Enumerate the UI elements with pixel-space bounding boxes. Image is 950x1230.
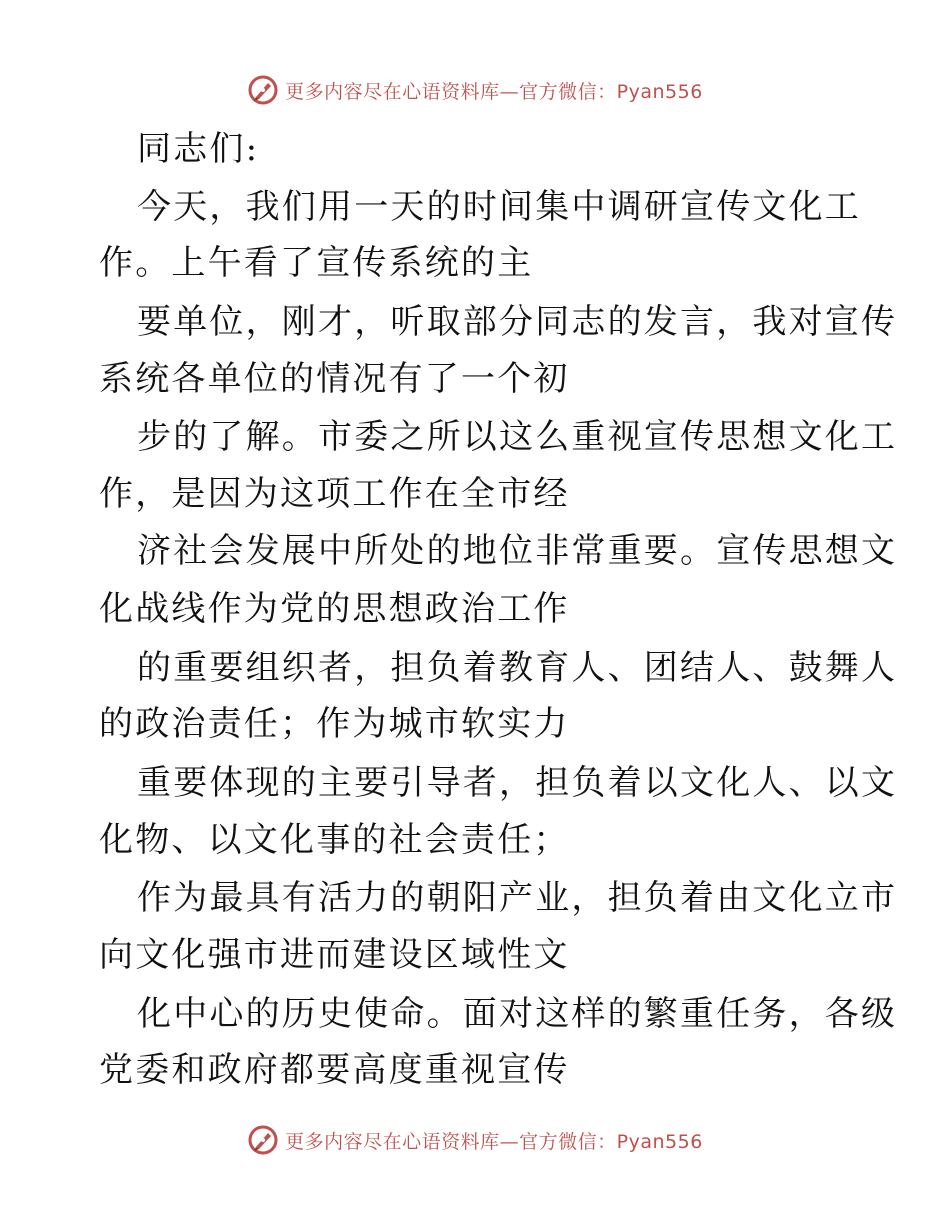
body-line: 今天，我们用一天的时间集中调研宣传文化工	[137, 187, 861, 227]
body-line: 作为最具有活力的朝阳产业，担负着由文化立市	[137, 878, 898, 918]
pen-logo-icon	[247, 74, 279, 106]
body-line: 重要体现的主要引导者，担负着以文化人、以文	[137, 763, 898, 803]
header-banner	[0, 70, 950, 110]
body-line: 化物、以文化事的社会责任；	[99, 820, 570, 860]
body-line: 的重要组织者，担负着教育人、团结人、鼓舞人	[137, 648, 898, 688]
body-line: 步的了解。市委之所以这么重视宣传思想文化工	[137, 417, 898, 457]
pen-logo-icon	[247, 1124, 279, 1156]
body-line: 要单位，刚才，听取部分同志的发言，我对宣传	[137, 302, 898, 342]
body-line: 济社会发展中所处的地位非常重要。宣传思想文	[137, 531, 898, 571]
body-line: 作，是因为这项工作在全市经	[99, 474, 570, 514]
body-line: 党委和政府都要高度重视宣传	[99, 1050, 570, 1090]
footer-banner-text: 更多内容尽在心语资料库—官方微信：Pyan556	[285, 1130, 703, 1153]
body-line: 同志们:	[137, 129, 260, 169]
body-line: 化中心的历史使命。面对这样的繁重任务，各级	[137, 994, 898, 1034]
body-line: 化战线作为党的思想政治工作	[99, 589, 570, 629]
body-line: 的政治责任；作为城市软实力	[99, 704, 570, 744]
body-line: 作。上午看了宣传系统的主	[99, 243, 534, 283]
wechat-id: Pyan556	[616, 1130, 703, 1153]
header-banner-text: 更多内容尽在心语资料库—官方微信：Pyan556	[285, 80, 703, 103]
body-line: 向文化强市进而建设区域性文	[99, 935, 570, 975]
wechat-id: Pyan556	[616, 80, 703, 103]
body-line: 系统各单位的情况有了一个初	[99, 359, 570, 399]
footer-banner	[0, 1120, 950, 1160]
